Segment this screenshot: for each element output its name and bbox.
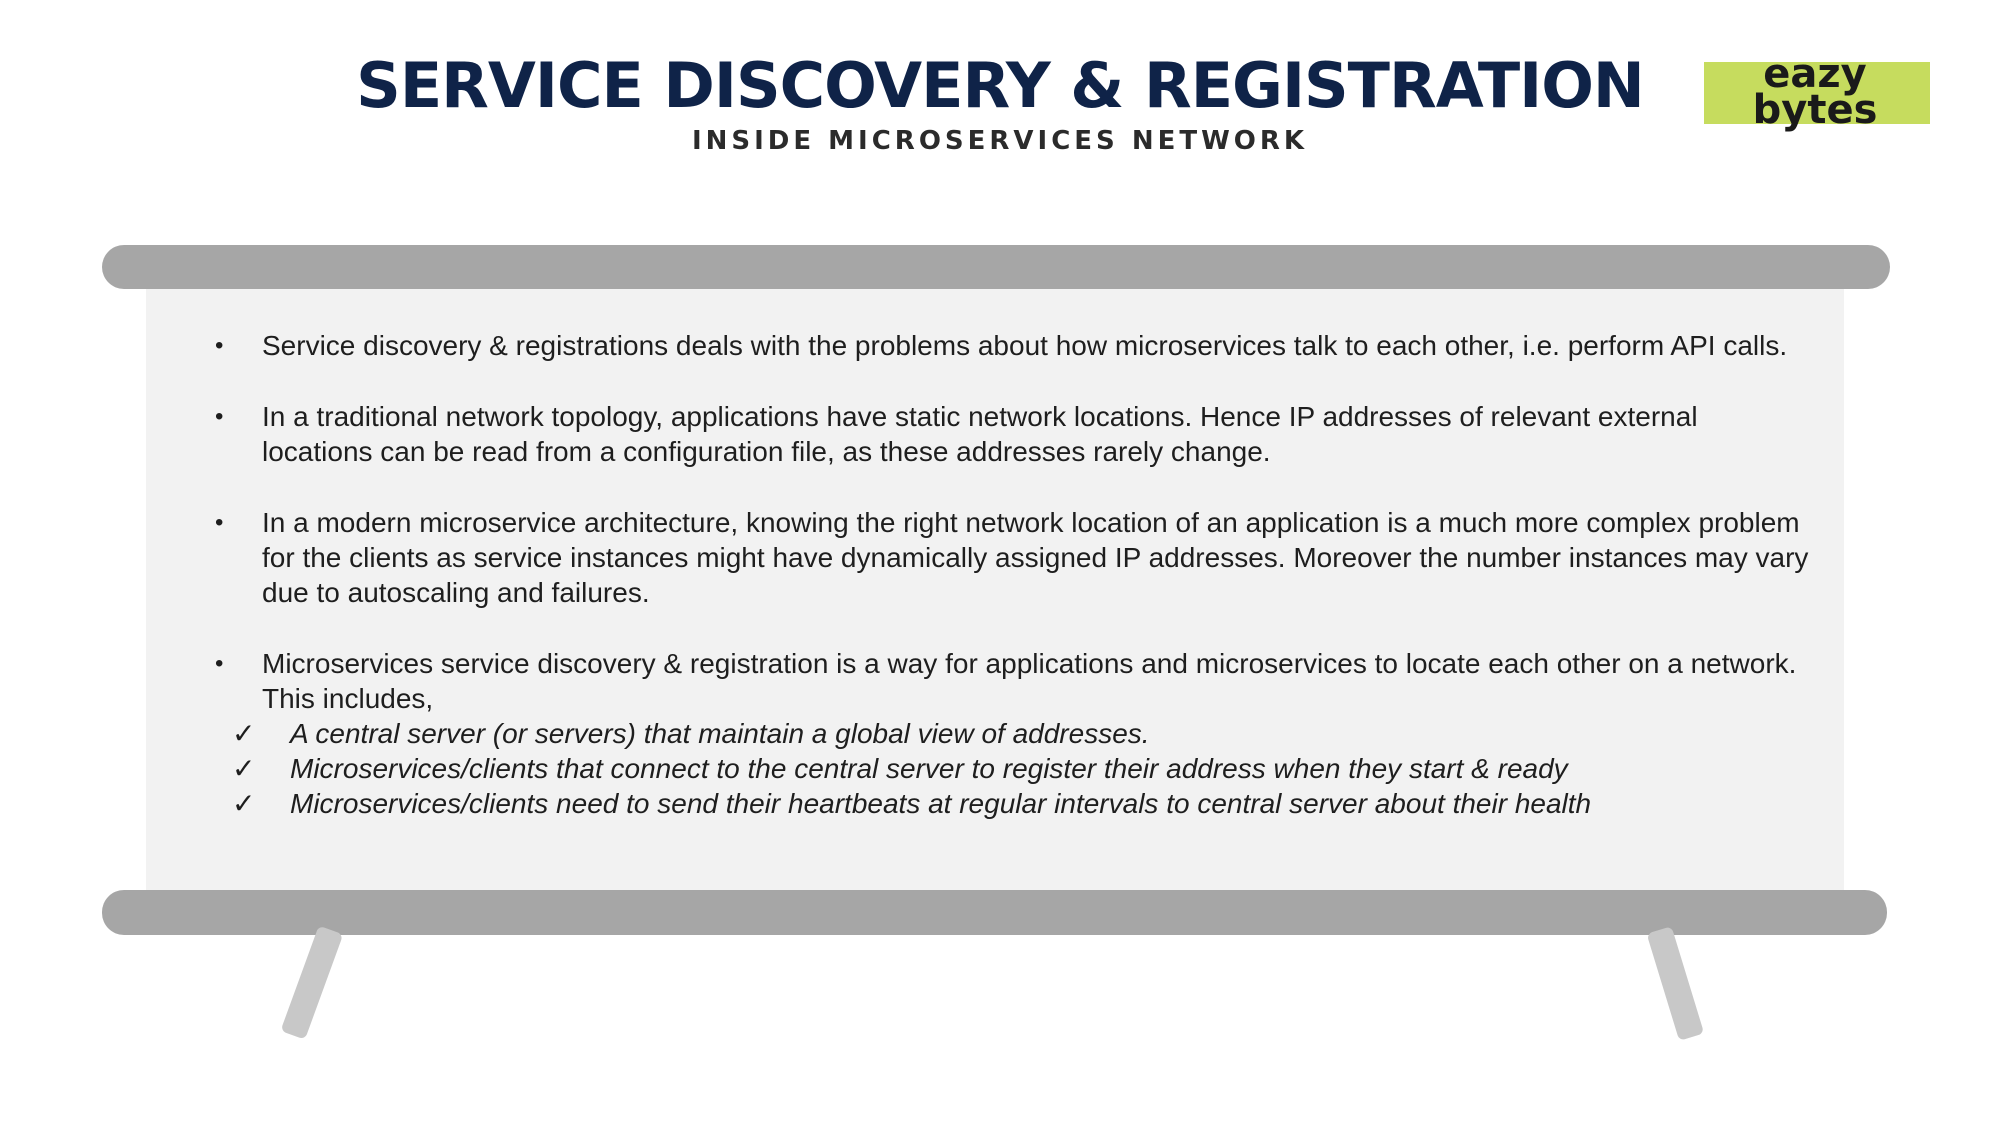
bullet-text: Microservices service discovery & registration is a way for applications and microservices to locate each other on a network. This includes, bbox=[262, 648, 1797, 714]
bullet-icon: • bbox=[215, 403, 224, 430]
sub-item-text: Microservices/clients need to send their heartbeats at regular intervals to central server about their health bbox=[290, 788, 1592, 819]
board-left-leg bbox=[280, 926, 343, 1040]
check-icon: ✓ bbox=[232, 788, 256, 819]
logo bbox=[1740, 51, 1890, 133]
logo-line-1: eazy bbox=[1763, 51, 1867, 97]
bullet-item bbox=[210, 328, 1810, 363]
bullet-icon: • bbox=[215, 650, 224, 677]
bullet-item bbox=[210, 646, 1810, 716]
bullet-item bbox=[210, 399, 1810, 469]
board-right-leg bbox=[1647, 926, 1705, 1041]
page-title: SERVICE DISCOVERY & REGISTRATION bbox=[356, 49, 1644, 122]
bullet-icon: • bbox=[215, 332, 224, 359]
sub-item-text: A central server (or servers) that maintain a global view of addresses. bbox=[290, 718, 1150, 749]
bullet-text: Service discovery & registrations deals with the problems about how microservices talk to each other, i.e. perform API calls. bbox=[262, 330, 1788, 361]
sub-list-item bbox=[210, 786, 1810, 821]
page-subtitle: INSIDE MICROSERVICES NETWORK bbox=[691, 126, 1309, 156]
bullet-text: In a modern microservice architecture, knowing the right network location of an application is a much more complex problem for the clients as service instances might have dynamically assigned IP addresses. Moreover the number instances may vary due to autoscaling and failures. bbox=[262, 507, 1809, 608]
logo-line-2: bytes bbox=[1752, 87, 1878, 133]
check-icon: ✓ bbox=[232, 718, 256, 749]
bullet-icon: • bbox=[215, 509, 224, 536]
bullet-item bbox=[210, 505, 1810, 610]
board-top-bar bbox=[102, 245, 1890, 289]
board-bottom-bar bbox=[102, 890, 1887, 935]
check-icon: ✓ bbox=[232, 753, 256, 784]
sub-list bbox=[210, 716, 1810, 821]
bullet-text: In a traditional network topology, applications have static network locations. Hence IP addresses of relevant external locations can be read from a configuration file, as these addresses rarely change. bbox=[262, 401, 1698, 467]
sub-list-item bbox=[210, 751, 1810, 786]
sub-list-item bbox=[210, 716, 1810, 751]
bullet-list bbox=[210, 328, 1810, 821]
sub-item-text: Microservices/clients that connect to the central server to register their address when they start & ready bbox=[290, 753, 1568, 784]
